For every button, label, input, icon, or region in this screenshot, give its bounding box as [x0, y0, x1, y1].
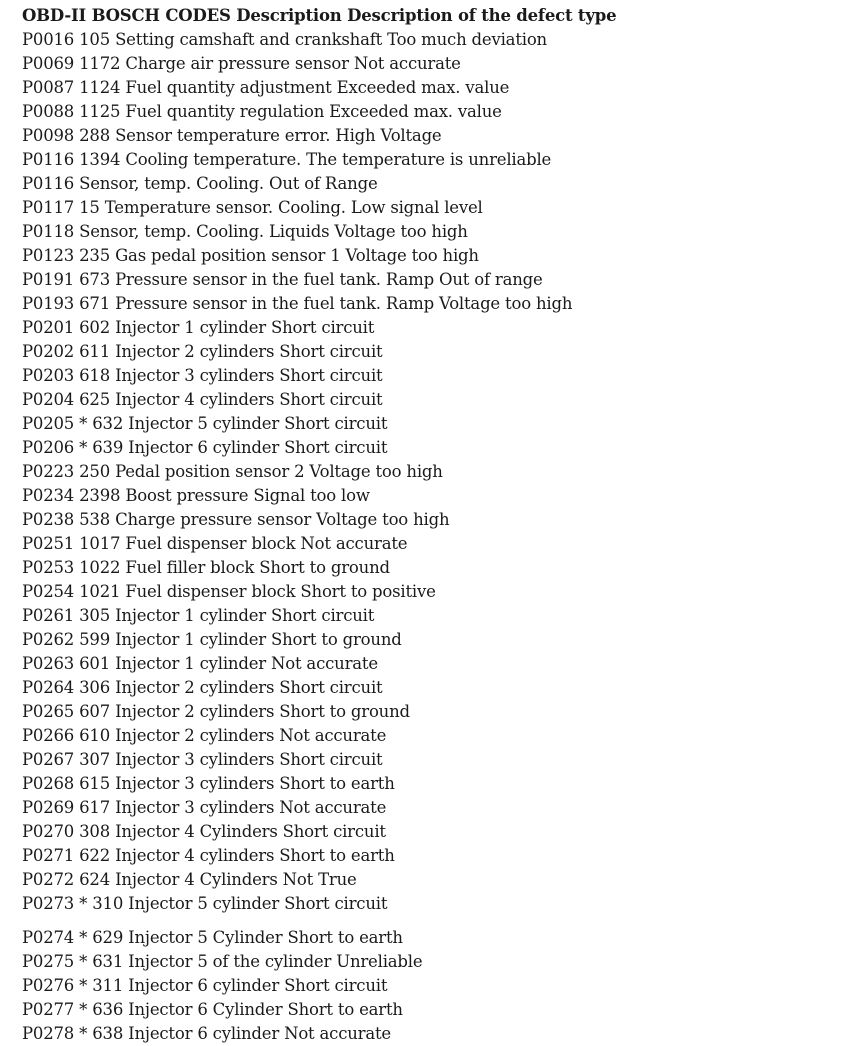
- code-line: P0098 288 Sensor temperature error. High Voltage: [22, 126, 442, 145]
- code-line: P0202 611 Injector 2 cylinders Short circuit: [22, 342, 383, 361]
- code-list-document: [22, 4, 862, 1046]
- code-line: P0203 618 Injector 3 cylinders Short circuit: [22, 366, 383, 385]
- code-line: P0191 673 Pressure sensor in the fuel tank. Ramp Out of range: [22, 270, 543, 289]
- code-line: P0264 306 Injector 2 cylinders Short circuit: [22, 678, 383, 697]
- code-line: P0263 601 Injector 1 cylinder Not accurate: [22, 654, 378, 673]
- code-line: P0275 * 631 Injector 5 of the cylinder Unreliable: [22, 952, 423, 971]
- code-line: P0223 250 Pedal position sensor 2 Voltage too high: [22, 462, 443, 481]
- code-line: P0206 * 639 Injector 6 cylinder Short circuit: [22, 438, 388, 457]
- code-line: P0201 602 Injector 1 cylinder Short circuit: [22, 318, 375, 337]
- code-line: P0271 622 Injector 4 cylinders Short to earth: [22, 846, 395, 865]
- code-line: P0276 * 311 Injector 6 cylinder Short circuit: [22, 976, 388, 995]
- code-line: P0268 615 Injector 3 cylinders Short to earth: [22, 774, 395, 793]
- code-line: P0118 Sensor, temp. Cooling. Liquids Voltage too high: [22, 222, 468, 241]
- code-line: P0193 671 Pressure sensor in the fuel tank. Ramp Voltage too high: [22, 294, 573, 313]
- list-header: OBD-II BOSCH CODES Description Description of the defect type: [22, 6, 617, 25]
- code-line: P0272 624 Injector 4 Cylinders Not True: [22, 870, 357, 889]
- code-line: P0234 2398 Boost pressure Signal too low: [22, 486, 370, 505]
- code-line: P0069 1172 Charge air pressure sensor Not accurate: [22, 54, 461, 73]
- code-line: P0117 15 Temperature sensor. Cooling. Low signal level: [22, 198, 483, 217]
- code-line: P0278 * 638 Injector 6 cylinder Not accurate: [22, 1024, 391, 1043]
- code-line: P0254 1021 Fuel dispenser block Short to positive: [22, 582, 436, 601]
- code-line: P0205 * 632 Injector 5 cylinder Short circuit: [22, 414, 388, 433]
- code-line: P0116 1394 Cooling temperature. The temperature is unreliable: [22, 150, 552, 169]
- code-line: P0087 1124 Fuel quantity adjustment Exceeded max. value: [22, 78, 510, 97]
- code-line: P0265 607 Injector 2 cylinders Short to ground: [22, 702, 410, 721]
- code-list-top: [22, 28, 862, 916]
- code-list-bottom: [22, 926, 862, 1046]
- code-line: P0253 1022 Fuel filler block Short to ground: [22, 558, 390, 577]
- code-line: P0270 308 Injector 4 Cylinders Short circuit: [22, 822, 386, 841]
- code-line: P0088 1125 Fuel quantity regulation Exceeded max. value: [22, 102, 502, 121]
- code-line: P0269 617 Injector 3 cylinders Not accurate: [22, 798, 387, 817]
- code-line: P0123 235 Gas pedal position sensor 1 Voltage too high: [22, 246, 479, 265]
- code-line: P0116 Sensor, temp. Cooling. Out of Range: [22, 174, 378, 193]
- code-line: P0016 105 Setting camshaft and crankshaft Too much deviation: [22, 30, 547, 49]
- code-line: P0251 1017 Fuel dispenser block Not accurate: [22, 534, 408, 553]
- code-line: P0274 * 629 Injector 5 Cylinder Short to earth: [22, 928, 403, 947]
- paragraph-gap: [22, 916, 862, 926]
- code-line: P0266 610 Injector 2 cylinders Not accurate: [22, 726, 387, 745]
- code-line: P0238 538 Charge pressure sensor Voltage too high: [22, 510, 450, 529]
- code-line: P0261 305 Injector 1 cylinder Short circuit: [22, 606, 375, 625]
- code-line: P0262 599 Injector 1 cylinder Short to ground: [22, 630, 402, 649]
- code-line: P0277 * 636 Injector 6 Cylinder Short to earth: [22, 1000, 403, 1019]
- code-line: P0267 307 Injector 3 cylinders Short circuit: [22, 750, 383, 769]
- code-line: P0273 * 310 Injector 5 cylinder Short circuit: [22, 894, 388, 913]
- code-line: P0204 625 Injector 4 cylinders Short circuit: [22, 390, 383, 409]
